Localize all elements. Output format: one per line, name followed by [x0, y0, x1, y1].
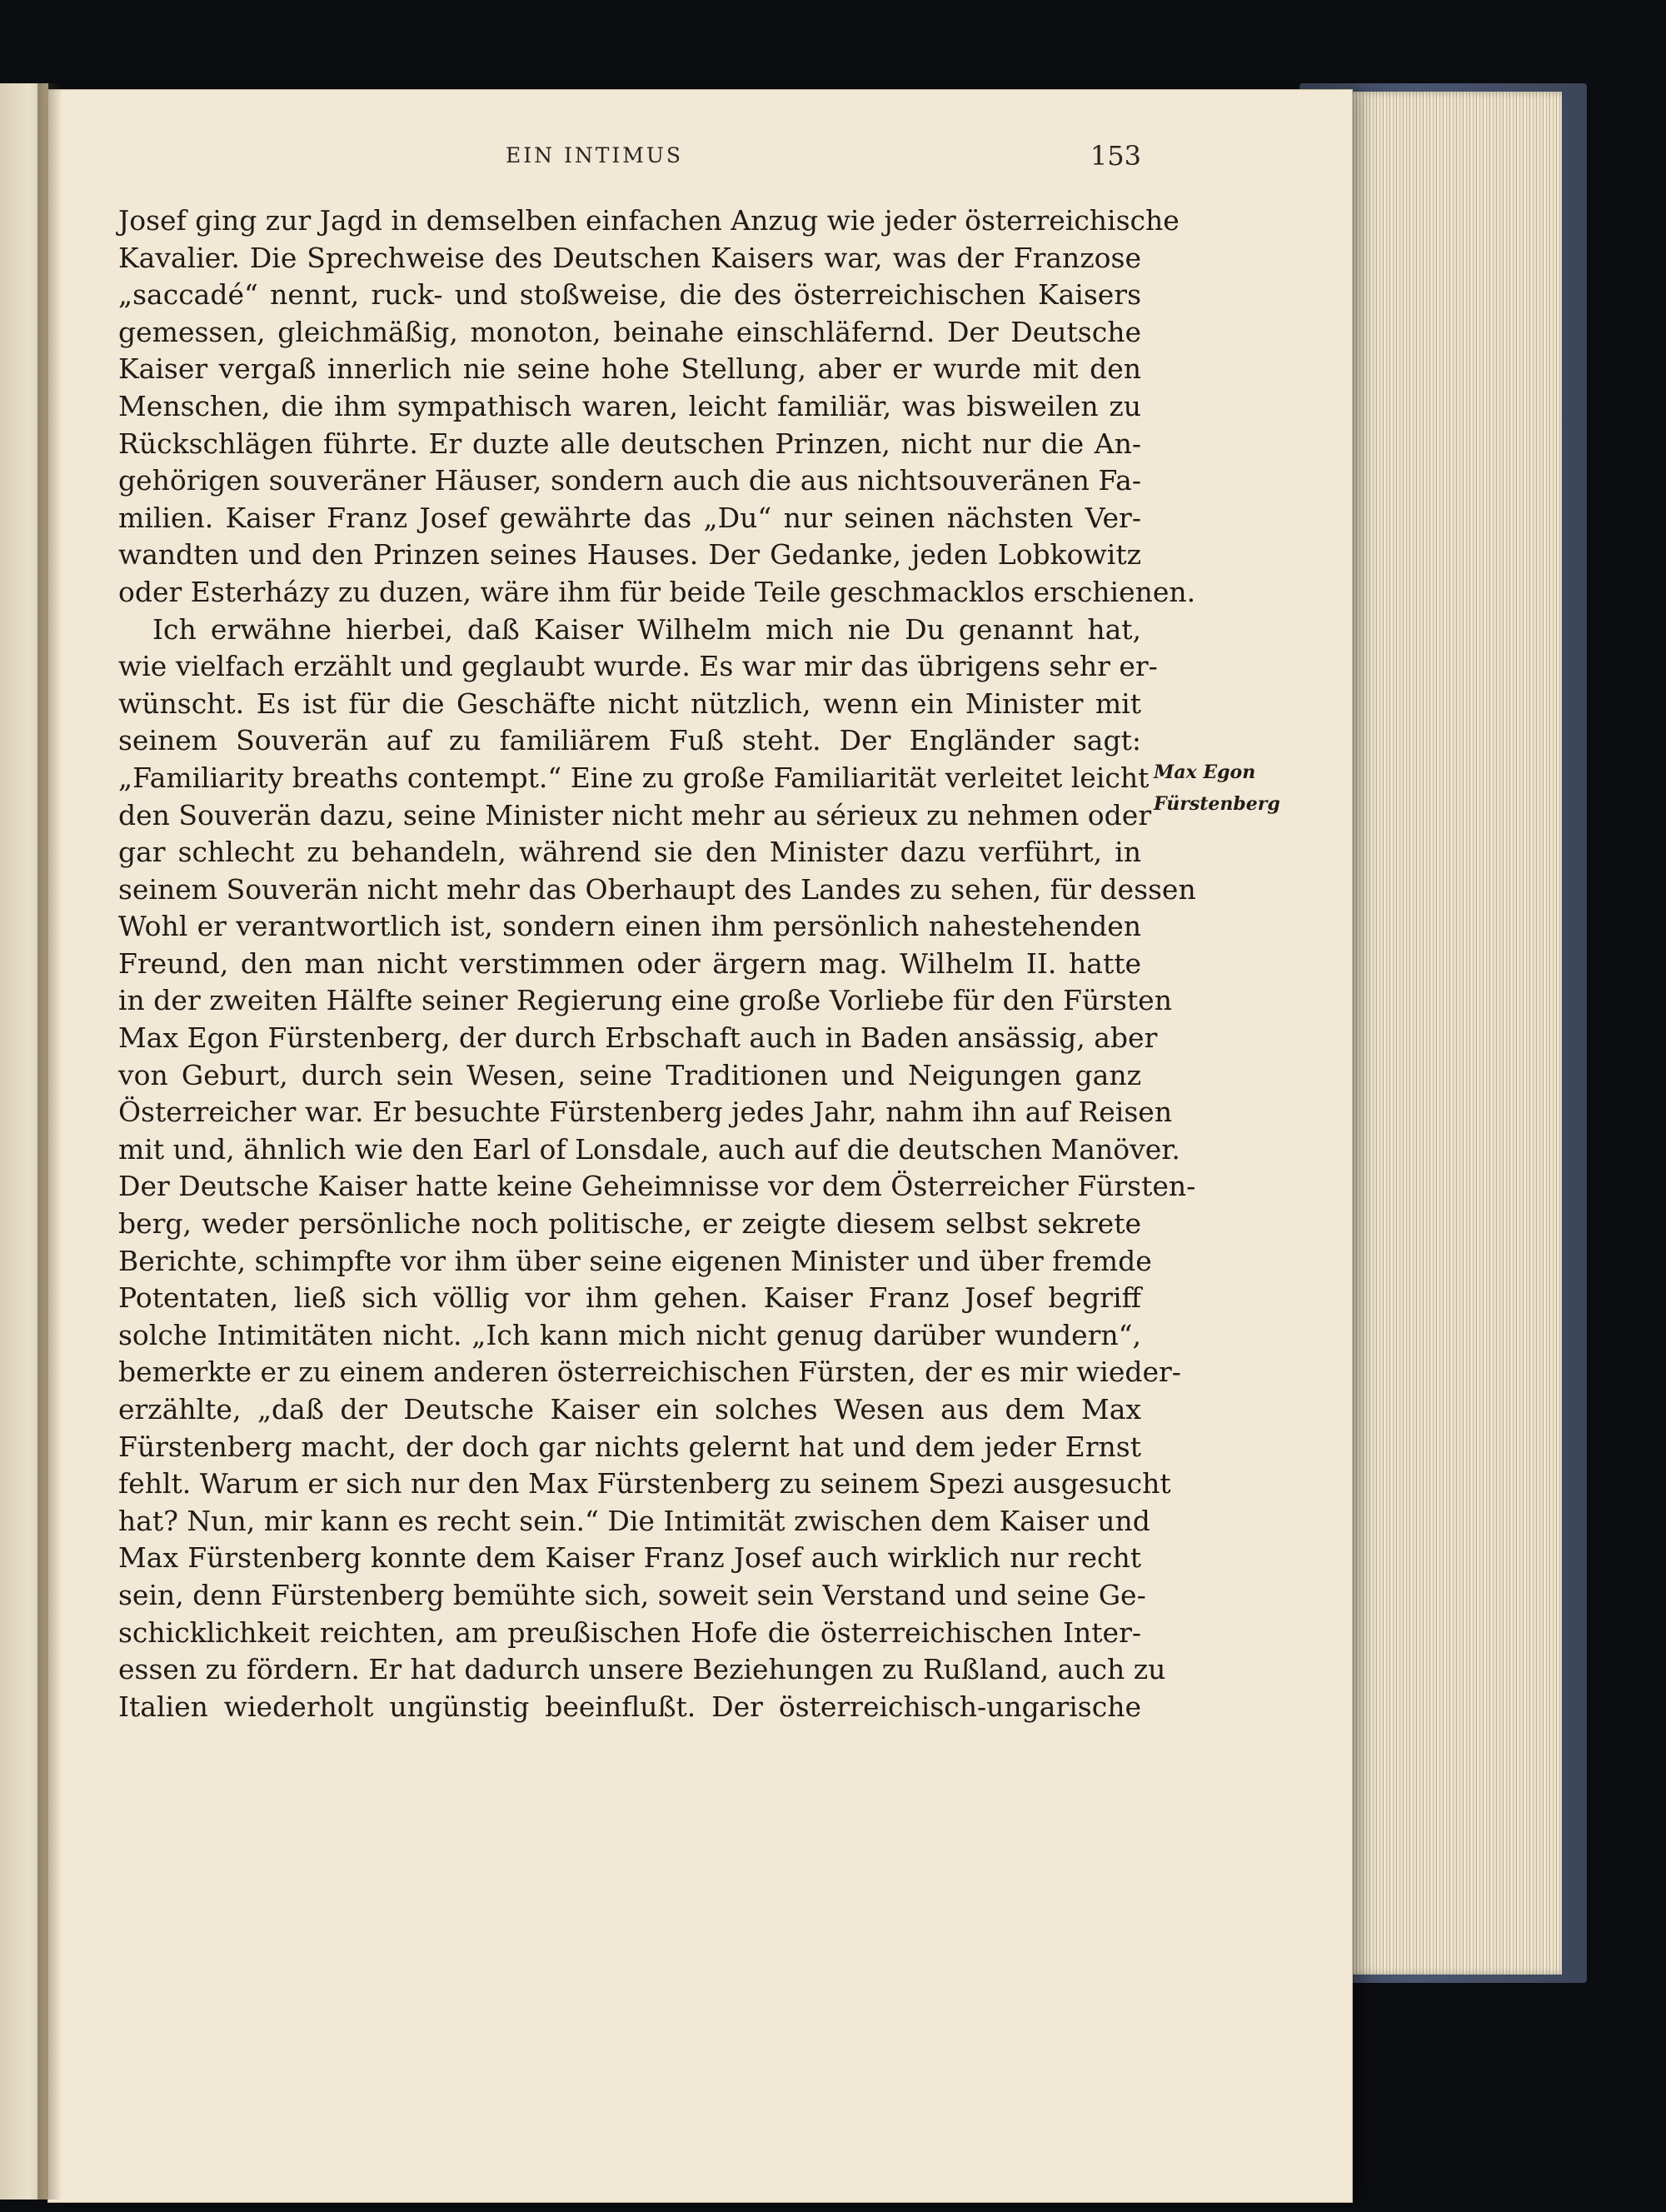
text-line: hat? Nun, mir kann es recht sein.“ Die Intimität zwischen dem Kaiser und	[118, 1504, 1150, 1537]
text-line: „saccadé“ nennt, ruck- und stoßweise, die des österreichischen Kaisers	[118, 278, 1141, 312]
text-line: Potentaten, ließ sich völlig vor ihm gehen. Kaiser Franz Josef begriff	[118, 1281, 1141, 1315]
text-line: Kavalier. Die Sprechweise des Deutschen Kaisers war, was der Franzose	[118, 241, 1141, 274]
margin-note-line: Max Egon	[1154, 761, 1256, 783]
text-line: „Familiarity breaths contempt.“ Eine zu große Familiarität verleitet leicht	[118, 761, 1150, 794]
text-line: Kaiser vergaß innerlich nie seine hohe Stellung, aber er wurde mit den	[118, 352, 1141, 386]
text-line: seinem Souverän auf zu familiärem Fuß steht. Der Engländer sagt:	[118, 724, 1141, 757]
text-line: berg, weder persönliche noch politische, er zeigte diesem selbst sekrete	[118, 1207, 1141, 1241]
text-line: Der Deutsche Kaiser hatte keine Geheimnisse vor dem Österreicher Fürsten-	[118, 1170, 1196, 1203]
text-line: Max Egon Fürstenberg, der durch Erbschaft auch in Baden ansässig, aber	[118, 1021, 1158, 1055]
margin-note	[1154, 756, 1295, 820]
text-line: den Souverän dazu, seine Minister nicht mehr au sérieux zu nehmen oder	[118, 798, 1152, 831]
text-line: bemerkte er zu einem anderen österreichischen Fürsten, der es mir wieder-	[118, 1356, 1181, 1389]
text-line: gemessen, gleichmäßig, monoton, beinahe einschläfernd. Der Deutsche	[118, 315, 1141, 348]
book-gutter	[37, 83, 62, 2200]
text-line: Österreicher war. Er besuchte Fürstenberg jedes Jahr, nahm ihn auf Reisen	[118, 1096, 1173, 1129]
text-line: Rückschlägen führte. Er duzte alle deutschen Prinzen, nicht nur die An-	[118, 427, 1141, 460]
running-head: EIN INTIMUS	[506, 143, 684, 167]
text-line: gar schlecht zu behandeln, während sie den Minister dazu verführt, in	[118, 836, 1141, 869]
text-line: Berichte, schimpfte vor ihm über seine eigenen Minister und über fremde	[118, 1244, 1152, 1277]
text-line: Wohl er verantwortlich ist, sondern einen ihm persönlich nahestehenden	[118, 910, 1141, 943]
body-text	[118, 202, 1196, 1725]
text-line: von Geburt, durch sein Wesen, seine Traditionen und Neigungen ganz	[118, 1058, 1141, 1091]
page-header	[118, 140, 1141, 185]
text-line: schicklichkeit reichten, am preußischen Hofe die österreichischen Inter-	[118, 1615, 1141, 1649]
text-line: Max Fürstenberg konnte dem Kaiser Franz Josef auch wirklich nur recht	[118, 1541, 1141, 1575]
text-line: seinem Souverän nicht mehr das Oberhaupt des Landes zu sehen, für dessen	[118, 872, 1196, 906]
text-line: sein, denn Fürstenberg bemühte sich, soweit sein Verstand und seine Ge-	[118, 1578, 1146, 1611]
text-line: Menschen, die ihm sympathisch waren, leicht familiär, was bisweilen zu	[118, 389, 1141, 422]
text-line: oder Esterházy zu duzen, wäre ihm für beide Teile geschmacklos erschienen.	[118, 575, 1196, 608]
text-line: milien. Kaiser Franz Josef gewährte das „Du“ nur seinen nächsten Ver-	[118, 501, 1141, 534]
page-number: 153	[1090, 140, 1141, 172]
text-line: Fürstenberg macht, der doch gar nichts gelernt hat und dem jeder Ernst	[118, 1430, 1141, 1463]
text-line: solche Intimitäten nicht. „Ich kann mich nicht genug darüber wundern“,	[118, 1318, 1141, 1351]
text-line: essen zu fördern. Er hat dadurch unsere Beziehungen zu Rußland, auch zu	[118, 1653, 1166, 1686]
text-line: Italien wiederholt ungünstig beeinflußt. Der österreichisch-ungarische	[118, 1690, 1141, 1723]
margin-note-line: Fürstenberg	[1154, 793, 1280, 815]
text-line: Ich erwähne hierbei, daß Kaiser Wilhelm mich nie Du genannt hat,	[152, 612, 1141, 646]
text-line: gehörigen souveräner Häuser, sondern auch die aus nichtsouveränen Fa-	[118, 464, 1141, 497]
text-line: wandten und den Prinzen seines Hauses. Der Gedanke, jeden Lobkowitz	[118, 538, 1141, 572]
text-line: Freund, den man nicht verstimmen oder ärgern mag. Wilhelm II. hatte	[118, 946, 1141, 980]
text-line: in der zweiten Hälfte seiner Regierung eine große Vorliebe für den Fürsten	[118, 984, 1172, 1017]
text-line: mit und, ähnlich wie den Earl of Lonsdale, auch auf die deutschen Manöver.	[118, 1132, 1180, 1166]
page-edges	[1337, 92, 1562, 1975]
text-line: wünscht. Es ist für die Geschäfte nicht nützlich, wenn ein Minister mit	[118, 687, 1141, 720]
text-line: Josef ging zur Jagd in demselben einfachen Anzug wie jeder österreichische	[118, 204, 1180, 237]
text-line: wie vielfach erzählt und geglaubt wurde. Es war mir das übrigens sehr er-	[118, 650, 1158, 683]
text-line: fehlt. Warum er sich nur den Max Fürstenberg zu seinem Spezi ausgesucht	[118, 1467, 1171, 1500]
text-line: erzählte, „daß der Deutsche Kaiser ein solches Wesen aus dem Max	[118, 1393, 1141, 1426]
